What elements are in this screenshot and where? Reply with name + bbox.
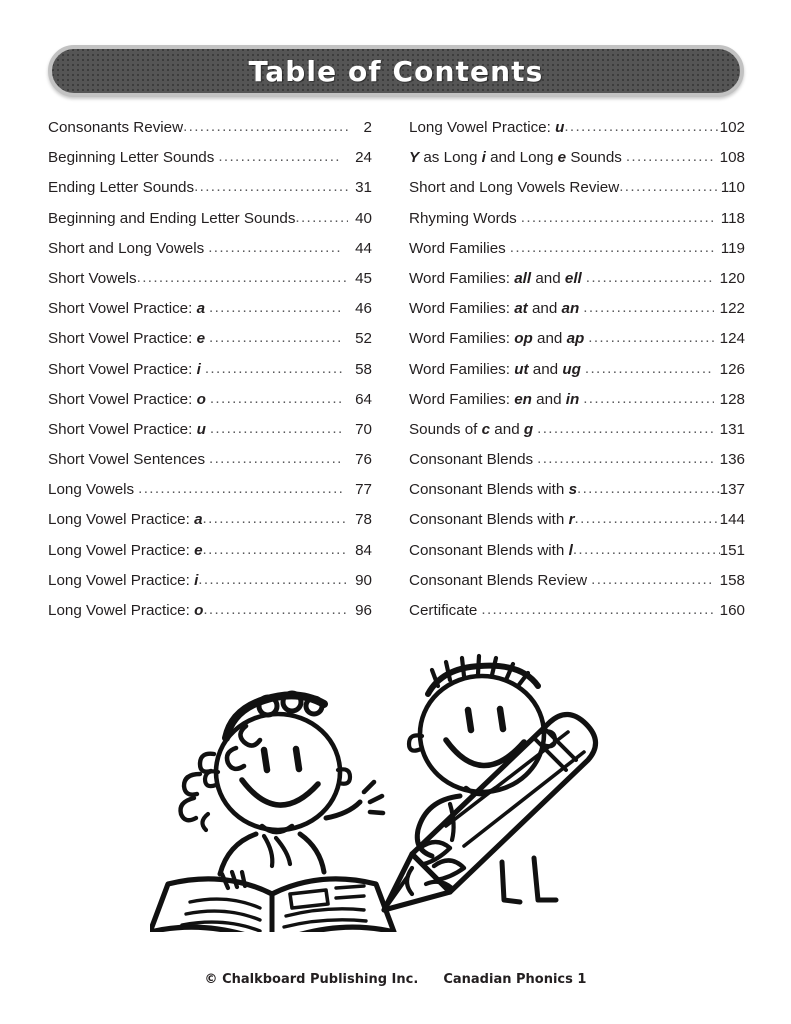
toc-page-number: 131	[719, 420, 745, 438]
toc-entry-label: Long Vowel Practice: a	[48, 511, 203, 529]
toc-dot-leader	[626, 142, 714, 172]
toc-column-right	[385, 113, 791, 626]
toc-dot-leader	[194, 172, 348, 202]
toc-page-number: 90	[355, 571, 372, 589]
toc-page-number: 158	[719, 571, 745, 589]
toc-entry[interactable]	[48, 234, 372, 264]
toc-page-number: 24	[355, 149, 372, 167]
toc-entry-label: Short Vowel Practice: u	[48, 420, 206, 438]
toc-entry[interactable]	[48, 475, 372, 505]
toc-entry-label: Ending Letter Sounds	[48, 179, 195, 197]
toc-entry[interactable]	[409, 143, 745, 173]
toc-entry[interactable]	[409, 355, 745, 385]
toc-dot-leader	[203, 595, 348, 625]
toc-entry[interactable]	[409, 324, 745, 354]
toc-page-number: 96	[355, 602, 372, 619]
toc-entry-label: Word Families	[409, 239, 506, 257]
toc-page-number: 108	[719, 149, 745, 167]
toc-page-number: 78	[355, 511, 372, 529]
toc-page-number: 40	[355, 209, 372, 227]
toc-entry[interactable]	[48, 143, 372, 173]
toc-page-number: 136	[719, 451, 745, 469]
toc-entry[interactable]	[409, 445, 745, 475]
footer-book-title: Canadian Phonics 1	[443, 972, 587, 987]
toc-entry[interactable]	[409, 385, 745, 415]
toc-entry-label: Y as Long i and Long e Sounds	[409, 149, 622, 167]
toc-entry-label: Word Families: ut and ug	[409, 360, 581, 378]
toc-entry-label: Long Vowel Practice: e	[48, 541, 203, 559]
toc-dot-leader	[537, 444, 714, 474]
toc-dot-leader	[591, 565, 714, 595]
toc-dot-leader	[209, 293, 342, 323]
toc-dot-leader	[573, 535, 720, 565]
girl-reading-book-illustration	[150, 693, 394, 932]
toc-entry[interactable]	[48, 355, 372, 385]
toc-entry[interactable]	[48, 294, 372, 324]
toc-entry-label: Short Vowel Practice: e	[48, 330, 206, 348]
toc-dot-leader	[209, 444, 342, 474]
toc-entry-label: Long Vowel Practice: i	[48, 571, 199, 589]
toc-dot-leader	[510, 233, 715, 263]
toc-page-number: 151	[719, 541, 745, 559]
toc-page-number: 137	[719, 481, 745, 499]
toc-page-number: 45	[355, 269, 372, 287]
toc-dot-leader	[208, 233, 342, 263]
page-header-banner	[48, 45, 744, 97]
toc-entry[interactable]	[48, 113, 372, 143]
toc-entry[interactable]	[48, 264, 372, 294]
toc-entry[interactable]	[409, 113, 745, 143]
toc-dot-leader	[210, 384, 342, 414]
toc-dot-leader	[537, 414, 714, 444]
toc-dot-leader	[521, 203, 715, 233]
toc-entry[interactable]	[409, 566, 745, 596]
toc-dot-leader	[585, 354, 714, 384]
toc-page-number: 126	[719, 360, 745, 378]
toc-dot-leader	[564, 112, 719, 142]
toc-page-number: 31	[355, 179, 372, 197]
toc-entry-label: Short Vowel Practice: o	[48, 390, 206, 408]
toc-entry-label: Beginning and Ending Letter Sounds	[48, 209, 296, 227]
toc-entry[interactable]	[48, 204, 372, 234]
toc-dot-leader	[481, 595, 713, 625]
toc-entry[interactable]	[409, 264, 745, 294]
page-title: Table of Contents	[248, 54, 544, 88]
toc-entry-label: Short Vowel Practice: a	[48, 300, 206, 318]
toc-entry[interactable]	[409, 173, 745, 203]
banner-pill	[48, 45, 744, 97]
footer-copyright: © Chalkboard Publishing Inc.	[204, 972, 419, 987]
toc-page-number: 58	[355, 360, 372, 378]
toc-dot-leader	[575, 504, 720, 534]
toc-page-number: 119	[720, 239, 745, 257]
toc-entry-label: Short and Long Vowels Review	[409, 179, 620, 197]
toc-page-number: 110	[720, 179, 745, 197]
toc-entry[interactable]	[48, 505, 372, 535]
toc-page-number: 64	[355, 390, 372, 408]
toc-dot-leader	[203, 504, 348, 534]
toc-entry[interactable]	[409, 536, 745, 566]
toc-dot-leader	[577, 474, 720, 504]
toc-entry[interactable]	[48, 324, 372, 354]
toc-page-number: 44	[355, 239, 372, 257]
toc-page-number: 52	[355, 330, 372, 348]
illustration	[150, 622, 650, 932]
toc-entry[interactable]	[48, 415, 372, 445]
toc-dot-leader	[205, 354, 342, 384]
toc-entry[interactable]	[409, 415, 745, 445]
toc-dot-leader	[295, 203, 348, 233]
toc-dot-leader	[583, 384, 713, 414]
toc-entry[interactable]	[48, 173, 372, 203]
toc-dot-leader	[209, 323, 342, 353]
toc-page-number: 77	[355, 481, 372, 499]
toc-dot-leader	[210, 414, 342, 444]
toc-entry[interactable]	[409, 475, 745, 505]
toc-page-number: 2	[363, 119, 372, 136]
toc-dot-leader	[138, 474, 342, 504]
toc-entry-label: Consonant Blends with r	[409, 511, 575, 529]
toc-entry[interactable]	[409, 294, 745, 324]
toc-page-number: 128	[719, 390, 745, 408]
toc-entry[interactable]	[48, 566, 372, 596]
toc-entry[interactable]	[409, 505, 745, 535]
toc-entry-label: Rhyming Words	[409, 209, 517, 227]
toc-entry-label: Short Vowels	[48, 269, 137, 287]
toc-page-number: 124	[719, 330, 745, 348]
toc-entry-label: Word Families: all and ell	[409, 269, 582, 287]
toc-entry-label: Word Families: at and an	[409, 300, 580, 318]
toc-entry-label: Certificate	[409, 602, 478, 619]
toc-entry-label: Short Vowel Practice: i	[48, 360, 201, 378]
toc-entry-label: Sounds of c and g	[409, 420, 534, 438]
toc-dot-leader	[586, 263, 714, 293]
toc-entry[interactable]	[48, 445, 372, 475]
toc-page-number: 76	[355, 451, 372, 469]
toc-entry-label: Word Families: op and ap	[409, 330, 585, 348]
toc-entry-label: Word Families: en and in	[409, 390, 580, 408]
boy-holding-pencil-illustration	[384, 656, 596, 910]
toc-entry-label: Short Vowel Sentences	[48, 451, 206, 469]
toc-page-number: 102	[719, 119, 745, 136]
toc-dot-leader	[198, 565, 348, 595]
toc-entry-label: Consonant Blends with s	[409, 481, 578, 499]
toc-entry-label: Long Vowel Practice: u	[409, 119, 565, 136]
toc-entry[interactable]	[409, 234, 745, 264]
toc-entry-label: Consonant Blends with l	[409, 541, 573, 559]
toc-page-number: 160	[719, 602, 745, 619]
toc-column-left	[0, 113, 385, 626]
toc-entry-label: Beginning Letter Sounds	[48, 149, 215, 167]
toc-entry-label: Consonant Blends	[409, 451, 534, 469]
toc-dot-leader	[619, 172, 721, 202]
toc-page-number: 118	[720, 209, 745, 227]
toc-entry-label: Long Vowels	[48, 481, 135, 499]
toc-page-number: 120	[719, 269, 745, 287]
toc-page-number: 84	[355, 541, 372, 559]
toc-entry[interactable]	[409, 204, 745, 234]
toc-entry[interactable]	[48, 536, 372, 566]
toc-entry-label: Long Vowel Practice: o	[48, 602, 204, 619]
toc-entry-label: Consonants Review	[48, 119, 184, 136]
table-of-contents	[0, 113, 791, 626]
toc-dot-leader	[203, 535, 348, 565]
toc-page-number: 70	[355, 420, 372, 438]
toc-entry-label: Consonant Blends Review	[409, 571, 588, 589]
toc-page-number: 46	[355, 300, 372, 318]
page-footer	[0, 972, 791, 987]
toc-dot-leader	[137, 263, 348, 293]
toc-dot-leader	[183, 112, 348, 142]
toc-entry[interactable]	[48, 385, 372, 415]
toc-page-number: 144	[719, 511, 745, 529]
toc-entry-label: Short and Long Vowels	[48, 239, 205, 257]
toc-page-number: 122	[719, 300, 745, 318]
toc-dot-leader	[588, 323, 713, 353]
toc-dot-leader	[218, 142, 342, 172]
toc-dot-leader	[583, 293, 713, 323]
